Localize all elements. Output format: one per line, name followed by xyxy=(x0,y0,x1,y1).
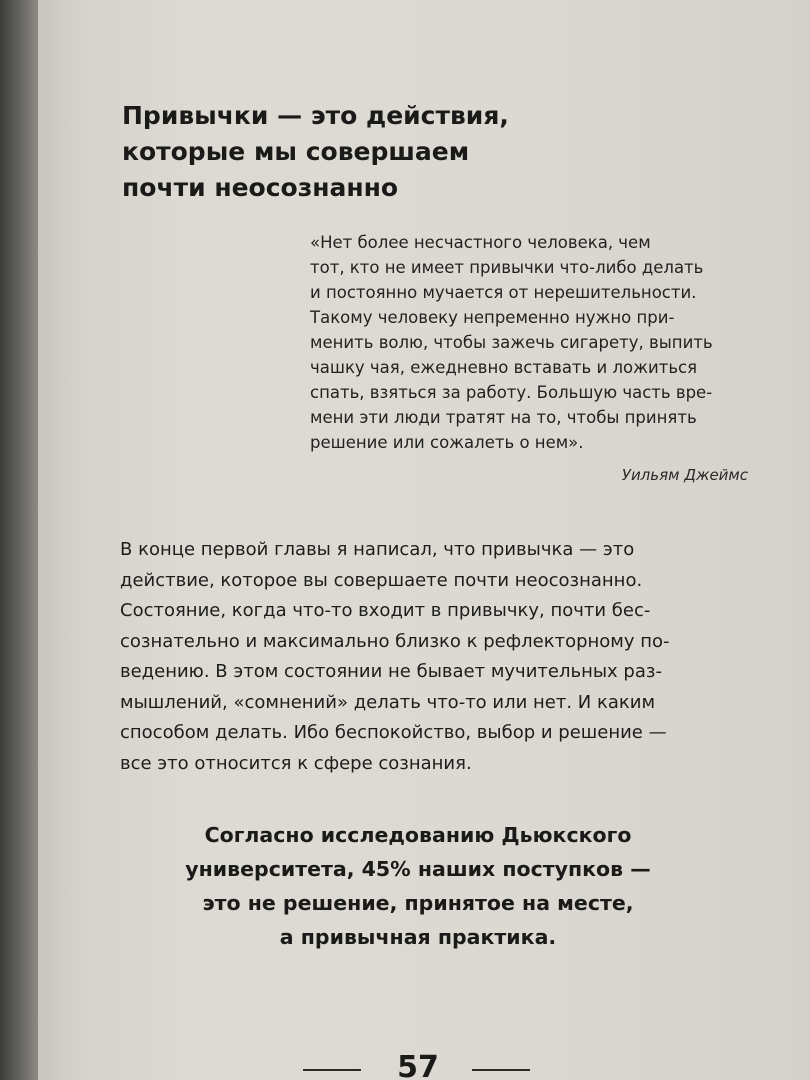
book-spine-edge xyxy=(0,0,38,1080)
footer-rule-left xyxy=(303,1069,361,1071)
quote-author: Уильям Джеймс xyxy=(621,466,748,484)
quote-line: и постоянно мучается от нерешительности. xyxy=(310,283,697,302)
heading-line: Привычки — это действия, xyxy=(122,101,509,130)
quote-line: менить волю, чтобы зажечь сигарету, выпить xyxy=(310,333,713,352)
highlighted-statement xyxy=(118,818,718,954)
quote-line: тот, кто не имеет привычки что-либо делать xyxy=(310,258,704,277)
quote-line: решение или сожалеть о нем». xyxy=(310,433,584,452)
body-line: сознательно и максимально близко к рефлекторному по- xyxy=(120,630,670,652)
page-footer xyxy=(38,1045,810,1080)
body-line: способом делать. Ибо беспокойство, выбор и решение — xyxy=(120,722,667,743)
section-heading xyxy=(122,98,622,206)
body-line: действие, которое вы совершаете почти неосознанно. xyxy=(120,569,643,591)
quote-line: спать, взяться за работу. Большую часть вре- xyxy=(310,383,713,402)
highlight-line: а привычная практика. xyxy=(279,925,557,949)
quote-line: чашку чая, ежедневно вставать и ложиться xyxy=(310,358,698,377)
highlight-line: Согласно исследованию Дьюкского xyxy=(204,823,632,847)
quote-line: мени эти люди тратят на то, чтобы принять xyxy=(310,408,697,427)
highlight-line: университета, 45% наших поступков — xyxy=(185,857,651,881)
body-paragraph xyxy=(120,535,750,779)
quote-line: Такому человеку непременно нужно при- xyxy=(310,308,675,327)
highlight-line: это не решение, принятое на месте, xyxy=(202,891,634,915)
body-line: Состояние, когда что-то входит в привычку, почти бес- xyxy=(120,600,651,621)
page-number: 57 xyxy=(397,1050,439,1080)
body-line: ведению. В этом состоянии не бывает мучительных раз- xyxy=(120,661,662,682)
heading-line: которые мы совершаем xyxy=(122,137,470,166)
epigraph-quote xyxy=(310,230,750,455)
book-page xyxy=(38,0,810,1080)
heading-line: почти неосознанно xyxy=(122,173,399,202)
footer-rule-right xyxy=(472,1069,530,1071)
body-line: В конце первой главы я написал, что привычка — это xyxy=(120,539,635,560)
quote-line: «Нет более несчастного человека, чем xyxy=(310,233,651,252)
body-line: все это относится к сфере сознания. xyxy=(120,752,472,774)
body-line: мышлений, «сомнений» делать что-то или нет. И каким xyxy=(120,691,656,713)
